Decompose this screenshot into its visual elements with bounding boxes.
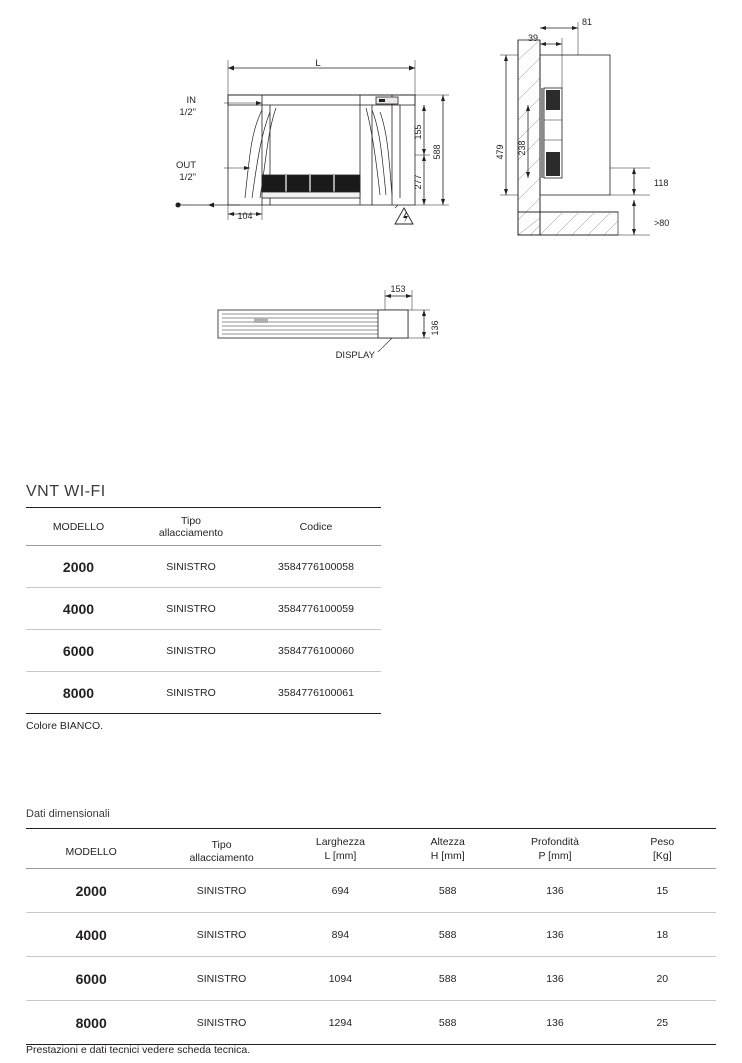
dim-81: 81 bbox=[582, 17, 593, 27]
label-out-size: 1/2" bbox=[179, 172, 196, 183]
label-out: OUT bbox=[175, 160, 196, 171]
codes-header-tipo-line1: Tipo bbox=[180, 515, 202, 527]
dims-header-tipo bbox=[156, 829, 286, 869]
dims-header-altezza-unit: H [mm] bbox=[394, 849, 501, 869]
dim-479: 479 bbox=[495, 144, 505, 160]
dim-155: 155 bbox=[413, 124, 423, 140]
dims-header-modello: MODELLO bbox=[26, 829, 156, 869]
cell-tipo: SINISTRO bbox=[131, 588, 251, 630]
dims-header-larghezza: Larghezza bbox=[287, 829, 394, 850]
codes-header-tipo-line2: allacciamento bbox=[158, 527, 224, 540]
codes-table bbox=[26, 507, 381, 714]
footnote: Prestazioni e dati tecnici vedere scheda tecnica. bbox=[26, 1044, 251, 1056]
label-length: L bbox=[315, 58, 321, 69]
codes-header-modello: MODELLO bbox=[26, 508, 131, 546]
dim-118: 118 bbox=[654, 178, 669, 188]
dim-277: 277 bbox=[413, 174, 423, 190]
table-row bbox=[26, 1001, 716, 1045]
dims-header-tipo-line2: allacciamento bbox=[189, 851, 254, 864]
cell-larghezza: 894 bbox=[287, 913, 394, 957]
label-in-size: 1/2" bbox=[179, 107, 196, 118]
dims-header-profondita-unit: P [mm] bbox=[501, 849, 608, 869]
codes-note: Colore BIANCO. bbox=[26, 720, 104, 733]
table-row bbox=[26, 957, 716, 1001]
table-row bbox=[26, 546, 381, 588]
cell-tipo: SINISTRO bbox=[131, 672, 251, 714]
dims-header-peso-unit: [Kg] bbox=[609, 849, 716, 869]
dim-136: 136 bbox=[430, 320, 440, 336]
cell-larghezza: 1094 bbox=[287, 957, 394, 1001]
cell-altezza: 588 bbox=[394, 913, 501, 957]
cell-peso: 25 bbox=[609, 1001, 716, 1045]
dim-39: 39 bbox=[527, 33, 538, 43]
cell-tipo: SINISTRO bbox=[131, 546, 251, 588]
cell-codice: 3584776100060 bbox=[251, 630, 381, 672]
table-row bbox=[26, 588, 381, 630]
cell-modello: 4000 bbox=[26, 588, 131, 630]
codes-section bbox=[26, 483, 381, 732]
cell-tipo: SINISTRO bbox=[156, 869, 286, 913]
dims-header-peso: Peso bbox=[609, 829, 716, 850]
dim-588: 588 bbox=[432, 144, 442, 160]
cell-profondita: 136 bbox=[501, 869, 608, 913]
dims-header-row-1 bbox=[26, 829, 716, 850]
drawing-svg bbox=[0, 0, 742, 390]
cell-codice: 3584776100059 bbox=[251, 588, 381, 630]
cell-tipo: SINISTRO bbox=[131, 630, 251, 672]
cell-larghezza: 1294 bbox=[287, 1001, 394, 1045]
codes-header-codice: Codice bbox=[251, 508, 381, 546]
cell-peso: 20 bbox=[609, 957, 716, 1001]
cell-tipo: SINISTRO bbox=[156, 957, 286, 1001]
codes-header-row bbox=[26, 508, 381, 546]
dims-table bbox=[26, 828, 716, 1045]
dim-238: 238 bbox=[517, 140, 527, 156]
cell-profondita: 136 bbox=[501, 1001, 608, 1045]
dims-header-larghezza-unit: L [mm] bbox=[287, 849, 394, 869]
cell-modello: 2000 bbox=[26, 869, 156, 913]
cell-altezza: 588 bbox=[394, 1001, 501, 1045]
table-row bbox=[26, 672, 381, 714]
cell-modello: 6000 bbox=[26, 957, 156, 1001]
dim-80: >80 bbox=[654, 218, 670, 228]
cell-altezza: 588 bbox=[394, 957, 501, 1001]
cell-codice: 3584776100058 bbox=[251, 546, 381, 588]
cell-modello: 8000 bbox=[26, 1001, 156, 1045]
dim-153: 153 bbox=[390, 284, 406, 294]
dim-104: 104 bbox=[237, 211, 253, 221]
technical-drawing bbox=[0, 0, 742, 390]
codes-header-tipo bbox=[131, 508, 251, 546]
dims-header-profondita: Profondità bbox=[501, 829, 608, 850]
dims-section-title: Dati dimensionali bbox=[26, 808, 110, 820]
dims-header-altezza: Altezza bbox=[394, 829, 501, 850]
label-in: IN bbox=[186, 95, 196, 106]
cell-peso: 15 bbox=[609, 869, 716, 913]
cell-tipo: SINISTRO bbox=[156, 913, 286, 957]
dims-header-tipo-line1: Tipo bbox=[211, 839, 232, 852]
cell-modello: 6000 bbox=[26, 630, 131, 672]
codes-section-title: VNT WI-FI bbox=[26, 483, 106, 500]
label-display: DISPLAY bbox=[335, 350, 375, 361]
cell-modello: 2000 bbox=[26, 546, 131, 588]
cell-codice: 3584776100061 bbox=[251, 672, 381, 714]
cell-larghezza: 694 bbox=[287, 869, 394, 913]
cell-altezza: 588 bbox=[394, 869, 501, 913]
dims-section bbox=[26, 808, 716, 1045]
cell-profondita: 136 bbox=[501, 913, 608, 957]
table-row bbox=[26, 869, 716, 913]
table-row bbox=[26, 913, 716, 957]
cell-modello: 8000 bbox=[26, 672, 131, 714]
table-row bbox=[26, 630, 381, 672]
cell-tipo: SINISTRO bbox=[156, 1001, 286, 1045]
cell-profondita: 136 bbox=[501, 957, 608, 1001]
cell-modello: 4000 bbox=[26, 913, 156, 957]
cell-peso: 18 bbox=[609, 913, 716, 957]
